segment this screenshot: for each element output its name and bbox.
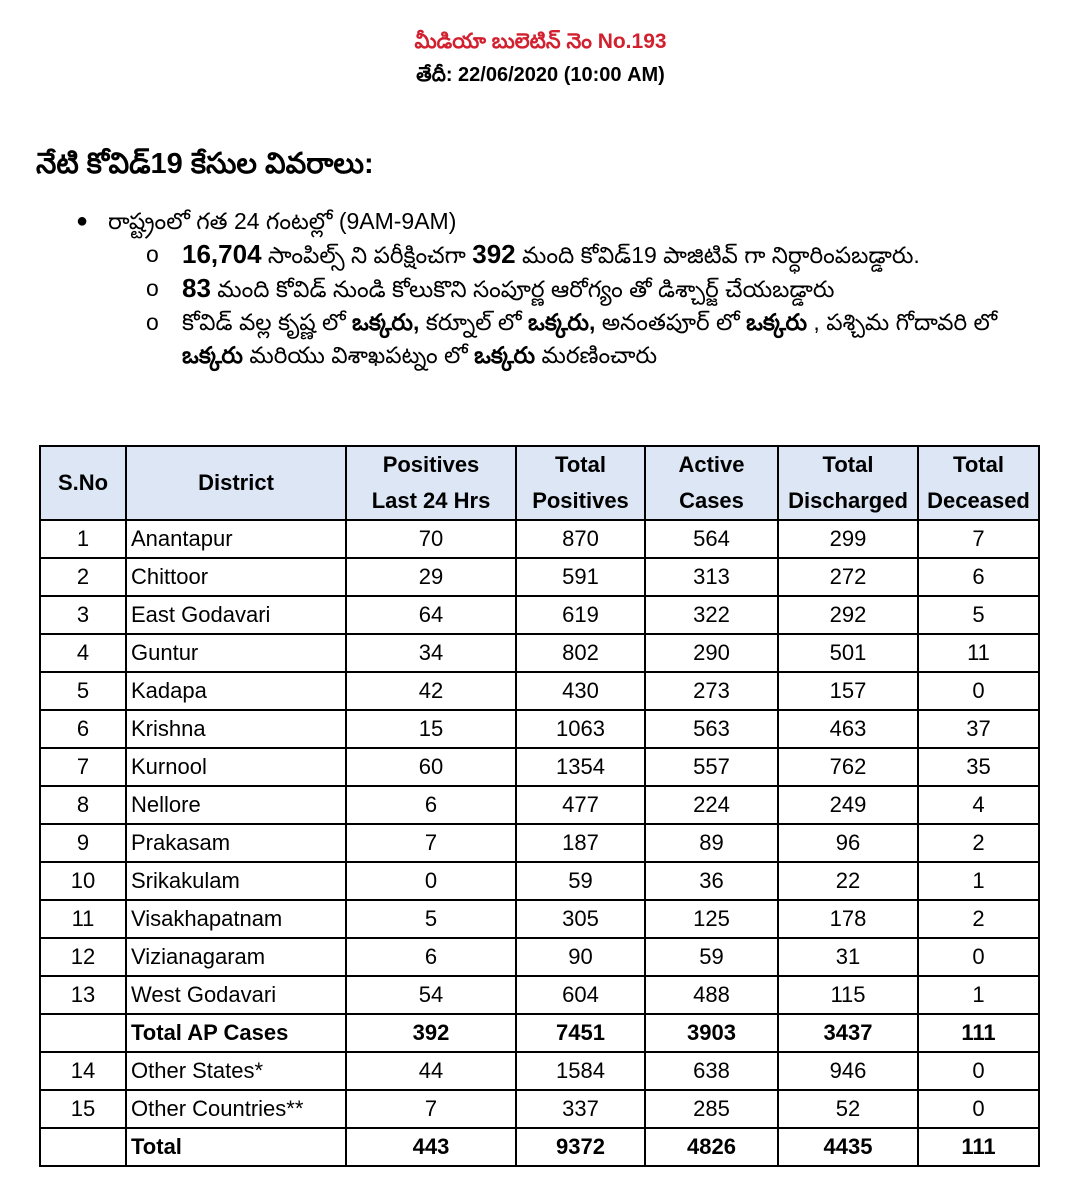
cell-total-positives: 477 bbox=[516, 786, 645, 824]
cell-active: 488 bbox=[645, 976, 778, 1014]
cell-district: Total AP Cases bbox=[126, 1014, 346, 1052]
cell-active: 224 bbox=[645, 786, 778, 824]
cell-positives-24h: 5 bbox=[346, 900, 516, 938]
cell-discharged: 762 bbox=[778, 748, 918, 786]
cell-active: 557 bbox=[645, 748, 778, 786]
cell-total-positives: 7451 bbox=[516, 1014, 645, 1052]
cell-discharged: 178 bbox=[778, 900, 918, 938]
main-bullet bbox=[76, 205, 1026, 238]
table-row bbox=[40, 596, 1039, 634]
discharged-text: మంది కోవిడ్ నుండి కోలుకొని సంపూర్ణ ఆరోగ్యం తో డిశ్చార్జ్ చేయబడ్డారు bbox=[210, 276, 835, 302]
cell-total-positives: 1063 bbox=[516, 710, 645, 748]
cell-sno: 12 bbox=[40, 938, 126, 976]
cell-deceased: 0 bbox=[918, 1052, 1039, 1090]
cell-total-positives: 870 bbox=[516, 520, 645, 558]
cell-district: Chittoor bbox=[126, 558, 346, 596]
cell-positives-24h: 6 bbox=[346, 786, 516, 824]
cell-positives-24h: 64 bbox=[346, 596, 516, 634]
cell-district: Kurnool bbox=[126, 748, 346, 786]
cell-active: 3903 bbox=[645, 1014, 778, 1052]
cell-active: 4826 bbox=[645, 1128, 778, 1166]
cell-sno: 7 bbox=[40, 748, 126, 786]
cell-active: 563 bbox=[645, 710, 778, 748]
cell-sno: 3 bbox=[40, 596, 126, 634]
date-label: తేదీ bbox=[416, 64, 446, 86]
cell-active: 36 bbox=[645, 862, 778, 900]
cell-deceased: 0 bbox=[918, 938, 1039, 976]
cell-district: Anantapur bbox=[126, 520, 346, 558]
cell-deceased: 1 bbox=[918, 862, 1039, 900]
cell-sno: 14 bbox=[40, 1052, 126, 1090]
cell-district: Guntur bbox=[126, 634, 346, 672]
cell-sno: 2 bbox=[40, 558, 126, 596]
cell-active: 564 bbox=[645, 520, 778, 558]
cell-active: 638 bbox=[645, 1052, 778, 1090]
cell-total-positives: 90 bbox=[516, 938, 645, 976]
cell-sno bbox=[40, 1014, 126, 1052]
cell-positives-24h: 42 bbox=[346, 672, 516, 710]
cell-positives-24h: 7 bbox=[346, 824, 516, 862]
cell-total-positives: 1584 bbox=[516, 1052, 645, 1090]
cell-sno: 8 bbox=[40, 786, 126, 824]
cell-deceased: 111 bbox=[918, 1014, 1039, 1052]
cell-total-positives: 604 bbox=[516, 976, 645, 1014]
sub-bullet-deaths bbox=[146, 306, 1026, 372]
cell-discharged: 31 bbox=[778, 938, 918, 976]
cell-positives-24h: 392 bbox=[346, 1014, 516, 1052]
cell-discharged: 272 bbox=[778, 558, 918, 596]
cell-active: 59 bbox=[645, 938, 778, 976]
discharged-count: 83 bbox=[182, 273, 211, 303]
cell-deceased: 111 bbox=[918, 1128, 1039, 1166]
cell-deceased: 7 bbox=[918, 520, 1039, 558]
cell-discharged: 157 bbox=[778, 672, 918, 710]
cell-discharged: 249 bbox=[778, 786, 918, 824]
cell-discharged: 299 bbox=[778, 520, 918, 558]
cell-discharged: 4435 bbox=[778, 1128, 918, 1166]
table-row bbox=[40, 634, 1039, 672]
cell-deceased: 11 bbox=[918, 634, 1039, 672]
circle-bullet-icon: o bbox=[146, 309, 159, 335]
cell-deceased: 0 bbox=[918, 1090, 1039, 1128]
cell-deceased: 35 bbox=[918, 748, 1039, 786]
section-heading: నేటి కోవిడ్19 కేసుల వివరాలు: bbox=[36, 148, 374, 180]
table-row bbox=[40, 938, 1039, 976]
table-row bbox=[40, 900, 1039, 938]
cell-positives-24h: 70 bbox=[346, 520, 516, 558]
cell-total-positives: 9372 bbox=[516, 1128, 645, 1166]
cell-total-positives: 619 bbox=[516, 596, 645, 634]
table-row bbox=[40, 1090, 1039, 1128]
cell-positives-24h: 443 bbox=[346, 1128, 516, 1166]
cell-district: Other States* bbox=[126, 1052, 346, 1090]
cell-positives-24h: 6 bbox=[346, 938, 516, 976]
cell-positives-24h: 44 bbox=[346, 1052, 516, 1090]
cell-sno: 15 bbox=[40, 1090, 126, 1128]
cell-sno: 6 bbox=[40, 710, 126, 748]
cell-total-positives: 59 bbox=[516, 862, 645, 900]
cell-sno: 13 bbox=[40, 976, 126, 1014]
cell-active: 290 bbox=[645, 634, 778, 672]
cell-sno: 11 bbox=[40, 900, 126, 938]
cell-district: Visakhapatnam bbox=[126, 900, 346, 938]
cell-discharged: 22 bbox=[778, 862, 918, 900]
col-header-district: District bbox=[126, 446, 346, 520]
sub-bullet-discharged bbox=[146, 272, 1026, 306]
cell-district: Krishna bbox=[126, 710, 346, 748]
table-row bbox=[40, 520, 1039, 558]
cell-positives-24h: 7 bbox=[346, 1090, 516, 1128]
table-header-row bbox=[40, 446, 1039, 520]
table-row bbox=[40, 862, 1039, 900]
cell-sno: 4 bbox=[40, 634, 126, 672]
cell-positives-24h: 54 bbox=[346, 976, 516, 1014]
cell-total-positives: 305 bbox=[516, 900, 645, 938]
grand-total-row bbox=[40, 1128, 1039, 1166]
cell-district: West Godavari bbox=[126, 976, 346, 1014]
cell-total-positives: 430 bbox=[516, 672, 645, 710]
cell-active: 322 bbox=[645, 596, 778, 634]
samples-text: సాంపిల్స్ ని పరీక్షించగా bbox=[261, 242, 473, 268]
cell-positives-24h: 34 bbox=[346, 634, 516, 672]
cell-deceased: 5 bbox=[918, 596, 1039, 634]
cell-active: 89 bbox=[645, 824, 778, 862]
cell-discharged: 946 bbox=[778, 1052, 918, 1090]
cell-discharged: 115 bbox=[778, 976, 918, 1014]
date-value: : 22/06/2020 (10:00 AM) bbox=[445, 64, 665, 86]
cell-total-positives: 802 bbox=[516, 634, 645, 672]
cell-total-positives: 1354 bbox=[516, 748, 645, 786]
cell-positives-24h: 15 bbox=[346, 710, 516, 748]
cell-active: 125 bbox=[645, 900, 778, 938]
cell-active: 273 bbox=[645, 672, 778, 710]
cell-total-positives: 187 bbox=[516, 824, 645, 862]
table-row bbox=[40, 1052, 1039, 1090]
cell-total-positives: 591 bbox=[516, 558, 645, 596]
cell-deceased: 4 bbox=[918, 786, 1039, 824]
table-row bbox=[40, 558, 1039, 596]
cell-district: Vizianagaram bbox=[126, 938, 346, 976]
main-bullet-text: రాష్ట్రంలో గత 24 గంటల్లో (9AM-9AM) bbox=[108, 208, 457, 234]
positives-text: మంది కోవిడ్19 పాజిటివ్ గా నిర్ధారింపబడ్డారు. bbox=[515, 242, 920, 268]
cell-active: 285 bbox=[645, 1090, 778, 1128]
deaths-text: కోవిడ్ వల్ల కృష్ణ లో ఒక్కరు, కర్నూల్ లో ఒక్కరు, అనంతపూర్ లో ఒక్కరు , పశ్చిమ గోదావరి లో ఒక్కరు మరియు విశాఖపట్నం లో ఒక్కరు మరణించారు bbox=[182, 309, 998, 368]
cell-active: 313 bbox=[645, 558, 778, 596]
cell-positives-24h: 0 bbox=[346, 862, 516, 900]
circle-bullet-icon: o bbox=[146, 275, 159, 301]
col-header-active-cases: Active Cases bbox=[645, 446, 778, 520]
cell-district: East Godavari bbox=[126, 596, 346, 634]
table-row bbox=[40, 748, 1039, 786]
col-header-positives-24h: Positives Last 24 Hrs bbox=[346, 446, 516, 520]
table-row bbox=[40, 672, 1039, 710]
circle-bullet-icon: o bbox=[146, 241, 159, 267]
summary-bullets bbox=[76, 205, 1026, 372]
samples-count: 16,704 bbox=[182, 239, 262, 269]
cell-deceased: 2 bbox=[918, 900, 1039, 938]
cell-district: Nellore bbox=[126, 786, 346, 824]
cell-district: Other Countries** bbox=[126, 1090, 346, 1128]
bulletin-title: మీడియా బులెటిన్ నెం No.193 bbox=[414, 30, 667, 53]
cell-district: Srikakulam bbox=[126, 862, 346, 900]
cell-discharged: 463 bbox=[778, 710, 918, 748]
cell-deceased: 1 bbox=[918, 976, 1039, 1014]
cell-deceased: 6 bbox=[918, 558, 1039, 596]
col-header-total-positives: Total Positives bbox=[516, 446, 645, 520]
table-row bbox=[40, 786, 1039, 824]
table-row bbox=[40, 976, 1039, 1014]
cell-deceased: 0 bbox=[918, 672, 1039, 710]
cell-discharged: 501 bbox=[778, 634, 918, 672]
cell-sno: 10 bbox=[40, 862, 126, 900]
col-header-sno: S.No bbox=[40, 446, 126, 520]
cell-discharged: 52 bbox=[778, 1090, 918, 1128]
positives-count: 392 bbox=[472, 239, 516, 269]
bullet-dot-icon: ● bbox=[76, 210, 89, 232]
sub-bullet-samples bbox=[146, 238, 1026, 272]
cell-sno: 1 bbox=[40, 520, 126, 558]
cases-table bbox=[39, 445, 1040, 1167]
cell-sno bbox=[40, 1128, 126, 1166]
cell-discharged: 292 bbox=[778, 596, 918, 634]
col-header-total-discharged: Total Discharged bbox=[778, 446, 918, 520]
cell-district: Kadapa bbox=[126, 672, 346, 710]
table-row bbox=[40, 824, 1039, 862]
cell-deceased: 2 bbox=[918, 824, 1039, 862]
bulletin-date bbox=[0, 64, 1081, 91]
cell-district: Total bbox=[126, 1128, 346, 1166]
cell-sno: 5 bbox=[40, 672, 126, 710]
cell-positives-24h: 60 bbox=[346, 748, 516, 786]
table-row bbox=[40, 710, 1039, 748]
col-header-total-deceased: Total Deceased bbox=[918, 446, 1039, 520]
cell-total-positives: 337 bbox=[516, 1090, 645, 1128]
cell-district: Prakasam bbox=[126, 824, 346, 862]
cell-positives-24h: 29 bbox=[346, 558, 516, 596]
cell-discharged: 96 bbox=[778, 824, 918, 862]
cell-deceased: 37 bbox=[918, 710, 1039, 748]
cell-sno: 9 bbox=[40, 824, 126, 862]
cell-discharged: 3437 bbox=[778, 1014, 918, 1052]
total-ap-row bbox=[40, 1014, 1039, 1052]
